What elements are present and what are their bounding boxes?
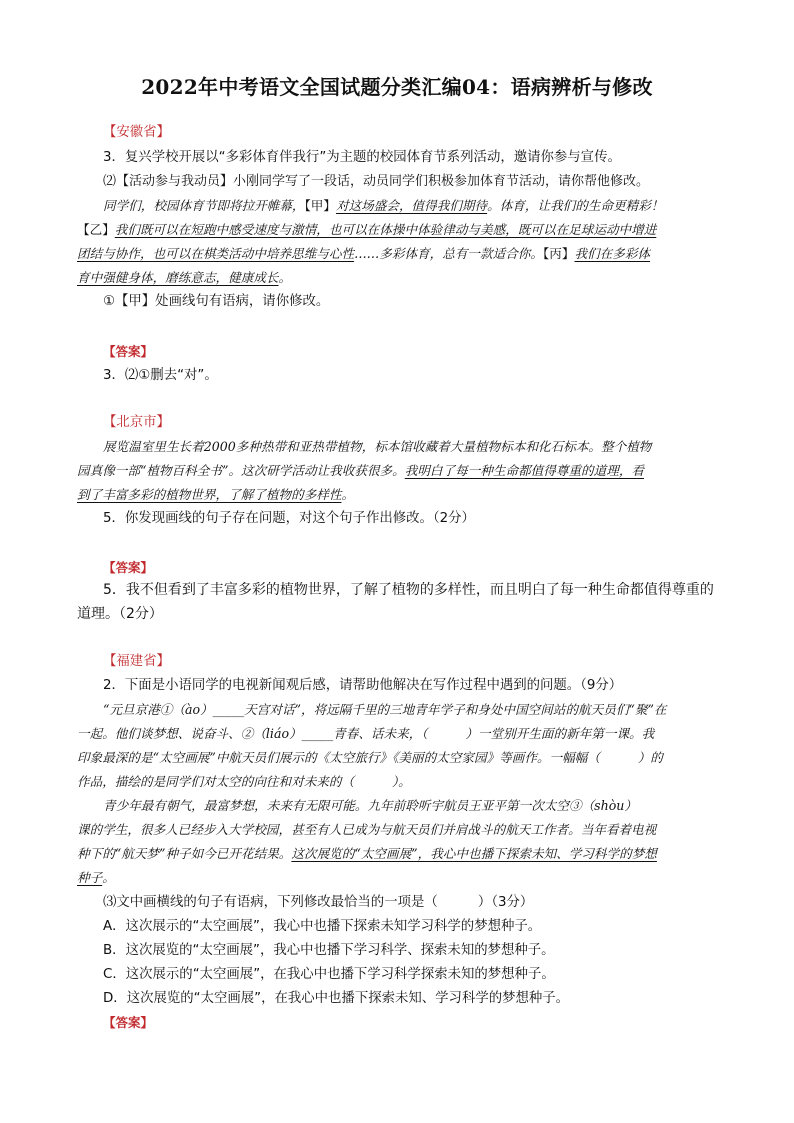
passage-text: 。	[278, 270, 292, 285]
underlined-sentence: 我们在多彩体	[574, 246, 651, 261]
passage-line	[103, 196, 744, 216]
question-text: 2．下面是小语同学的电视新闻观后感，请帮助他解决在写作过程中遇到的问题。（9分）	[103, 678, 623, 693]
passage-line: 作品，描绘的是同学们对太空的向往和对未来的（ ）。	[77, 774, 411, 789]
underlined-sentence: 这次展览的“太空画展”，我心中也播下探索未知、学习科学的梦想	[291, 846, 657, 861]
option-c: C．这次展示的“太空画展”，在我心中也播下学习科学探索未知的梦想种子。	[103, 967, 555, 982]
underlined-sentence: 对这场盛会，值得我们期待	[335, 198, 488, 213]
passage-line	[77, 485, 718, 505]
passage-line	[77, 461, 718, 481]
passage-line: “元旦京港①（ào）_____天宫对话”，将远隔千里的三地青年学子和身处中国空间站的航天员们“聚”在	[103, 702, 667, 717]
marker-jia: 【甲】	[304, 198, 336, 213]
passage-line	[77, 868, 718, 888]
underlined-sentence: 育中强健身体，磨练意志，健康成长	[77, 270, 279, 285]
passage-text: 。体育，让我们的生命更精彩！	[487, 198, 664, 213]
passage-text: 同学们，校园体育节即将拉开帷幕，	[103, 198, 305, 213]
passage-line: 课的学生，很多人已经步入大学校园，甚至有人已成为与航天员们并肩战斗的航天工作者。当年看着电视	[77, 822, 657, 837]
underlined-sentence: 我们既可以在短跑中感受速度与激情，也可以在体操中体验律动与美感，既可以在足球运动中增进	[114, 222, 657, 237]
underlined-sentence: 种子	[77, 870, 103, 885]
passage-line: 一起。他们谈梦想、说奋斗、②（liáo）_____青春、话未来，（ ）一堂别开生面的新年第一课。我	[77, 726, 655, 741]
answer-label: 【答案】	[103, 560, 154, 575]
region-label-anhui: 【安徽省】	[103, 125, 170, 140]
question-text: 3．复兴学校开展以“多彩体育伴我行”为主题的校园体育节系列活动，邀请你参与宣传。	[103, 150, 621, 165]
marker-bing: 【丙】	[542, 246, 575, 261]
passage-line	[77, 268, 718, 288]
region-label-fujian: 【福建省】	[103, 654, 170, 669]
page-title: 2022年中考语文全国试题分类汇编04：语病辨析与修改	[141, 75, 653, 99]
region-label-beijing: 【北京市】	[103, 415, 170, 430]
passage-text: 种下的“航天梦”种子如今已开花结果。	[77, 846, 292, 861]
answer-text: 5．我不但看到了丰富多彩的植物世界，了解了植物的多样性，而且明白了每一种生命都值得尊重的	[103, 582, 714, 598]
option-a: A．这次展示的“太空画展”，我心中也播下探索未知学习科学的梦想种子。	[103, 919, 542, 934]
underlined-sentence: 到了丰富多彩的植物世界，了解了植物的多样性	[77, 487, 342, 502]
underlined-sentence: 团结与协作，也可以在棋类活动中培养思维与心性	[77, 246, 355, 261]
passage-text: 。	[341, 487, 355, 502]
passage-line: 印象最深的是“太空画展”中航天员们展示的《太空旅行》《美丽的太空家园》等画作。一幅幅（ ）的	[77, 750, 663, 765]
passage-text: ……多彩体育，总有一款适合你。	[354, 246, 543, 261]
passage-line: 青少年最有朝气，最富梦想，未来有无限可能。九年前聆听宇航员王亚平第一次太空③（shòu）	[103, 798, 638, 813]
answer-label: 【答案】	[103, 1015, 154, 1030]
question-subtext: ⑵【活动参与我动员】小刚同学写了一段话，动员同学们积极参加体育节活动，请你帮他修改。	[103, 174, 650, 189]
question-item: ①【甲】处画线句有语病，请你修改。	[103, 294, 330, 309]
option-d: D．这次展览的“太空画展”，在我心中也播下探索未知、学习科学的梦想种子。	[103, 991, 570, 1006]
passage-line	[77, 844, 718, 864]
passage-text: 园真像一部“植物百科全书”。这次研学活动让我收获很多。	[77, 463, 405, 478]
question-text: 5．你发现画线的句子存在问题，对这个句子作出修改。（2分）	[103, 511, 475, 526]
answer-text: 3．⑵①删去“对”。	[103, 368, 218, 383]
passage-line: 展览温室里生长着2000多种热带和亚热带植物，标本馆收藏着大量植物标本和化石标本。整个植物	[103, 439, 652, 454]
passage-line	[77, 244, 718, 264]
answer-label: 【答案】	[103, 344, 154, 359]
underlined-sentence: 我明白了每一种生命都值得尊重的道理，看	[404, 463, 645, 478]
passage-text: 。	[102, 870, 115, 885]
passage-line	[77, 220, 718, 240]
option-b: B．这次展览的“太空画展”，我心中也播下学习科学、探索未知的梦想种子。	[103, 943, 555, 958]
answer-text: 道理。（2分）	[77, 606, 163, 622]
marker-yi: 【乙】	[77, 222, 115, 237]
question-text: ⑶文中画横线的句子有语病，下列修改最恰当的一项是（ ）（3分）	[103, 895, 534, 910]
